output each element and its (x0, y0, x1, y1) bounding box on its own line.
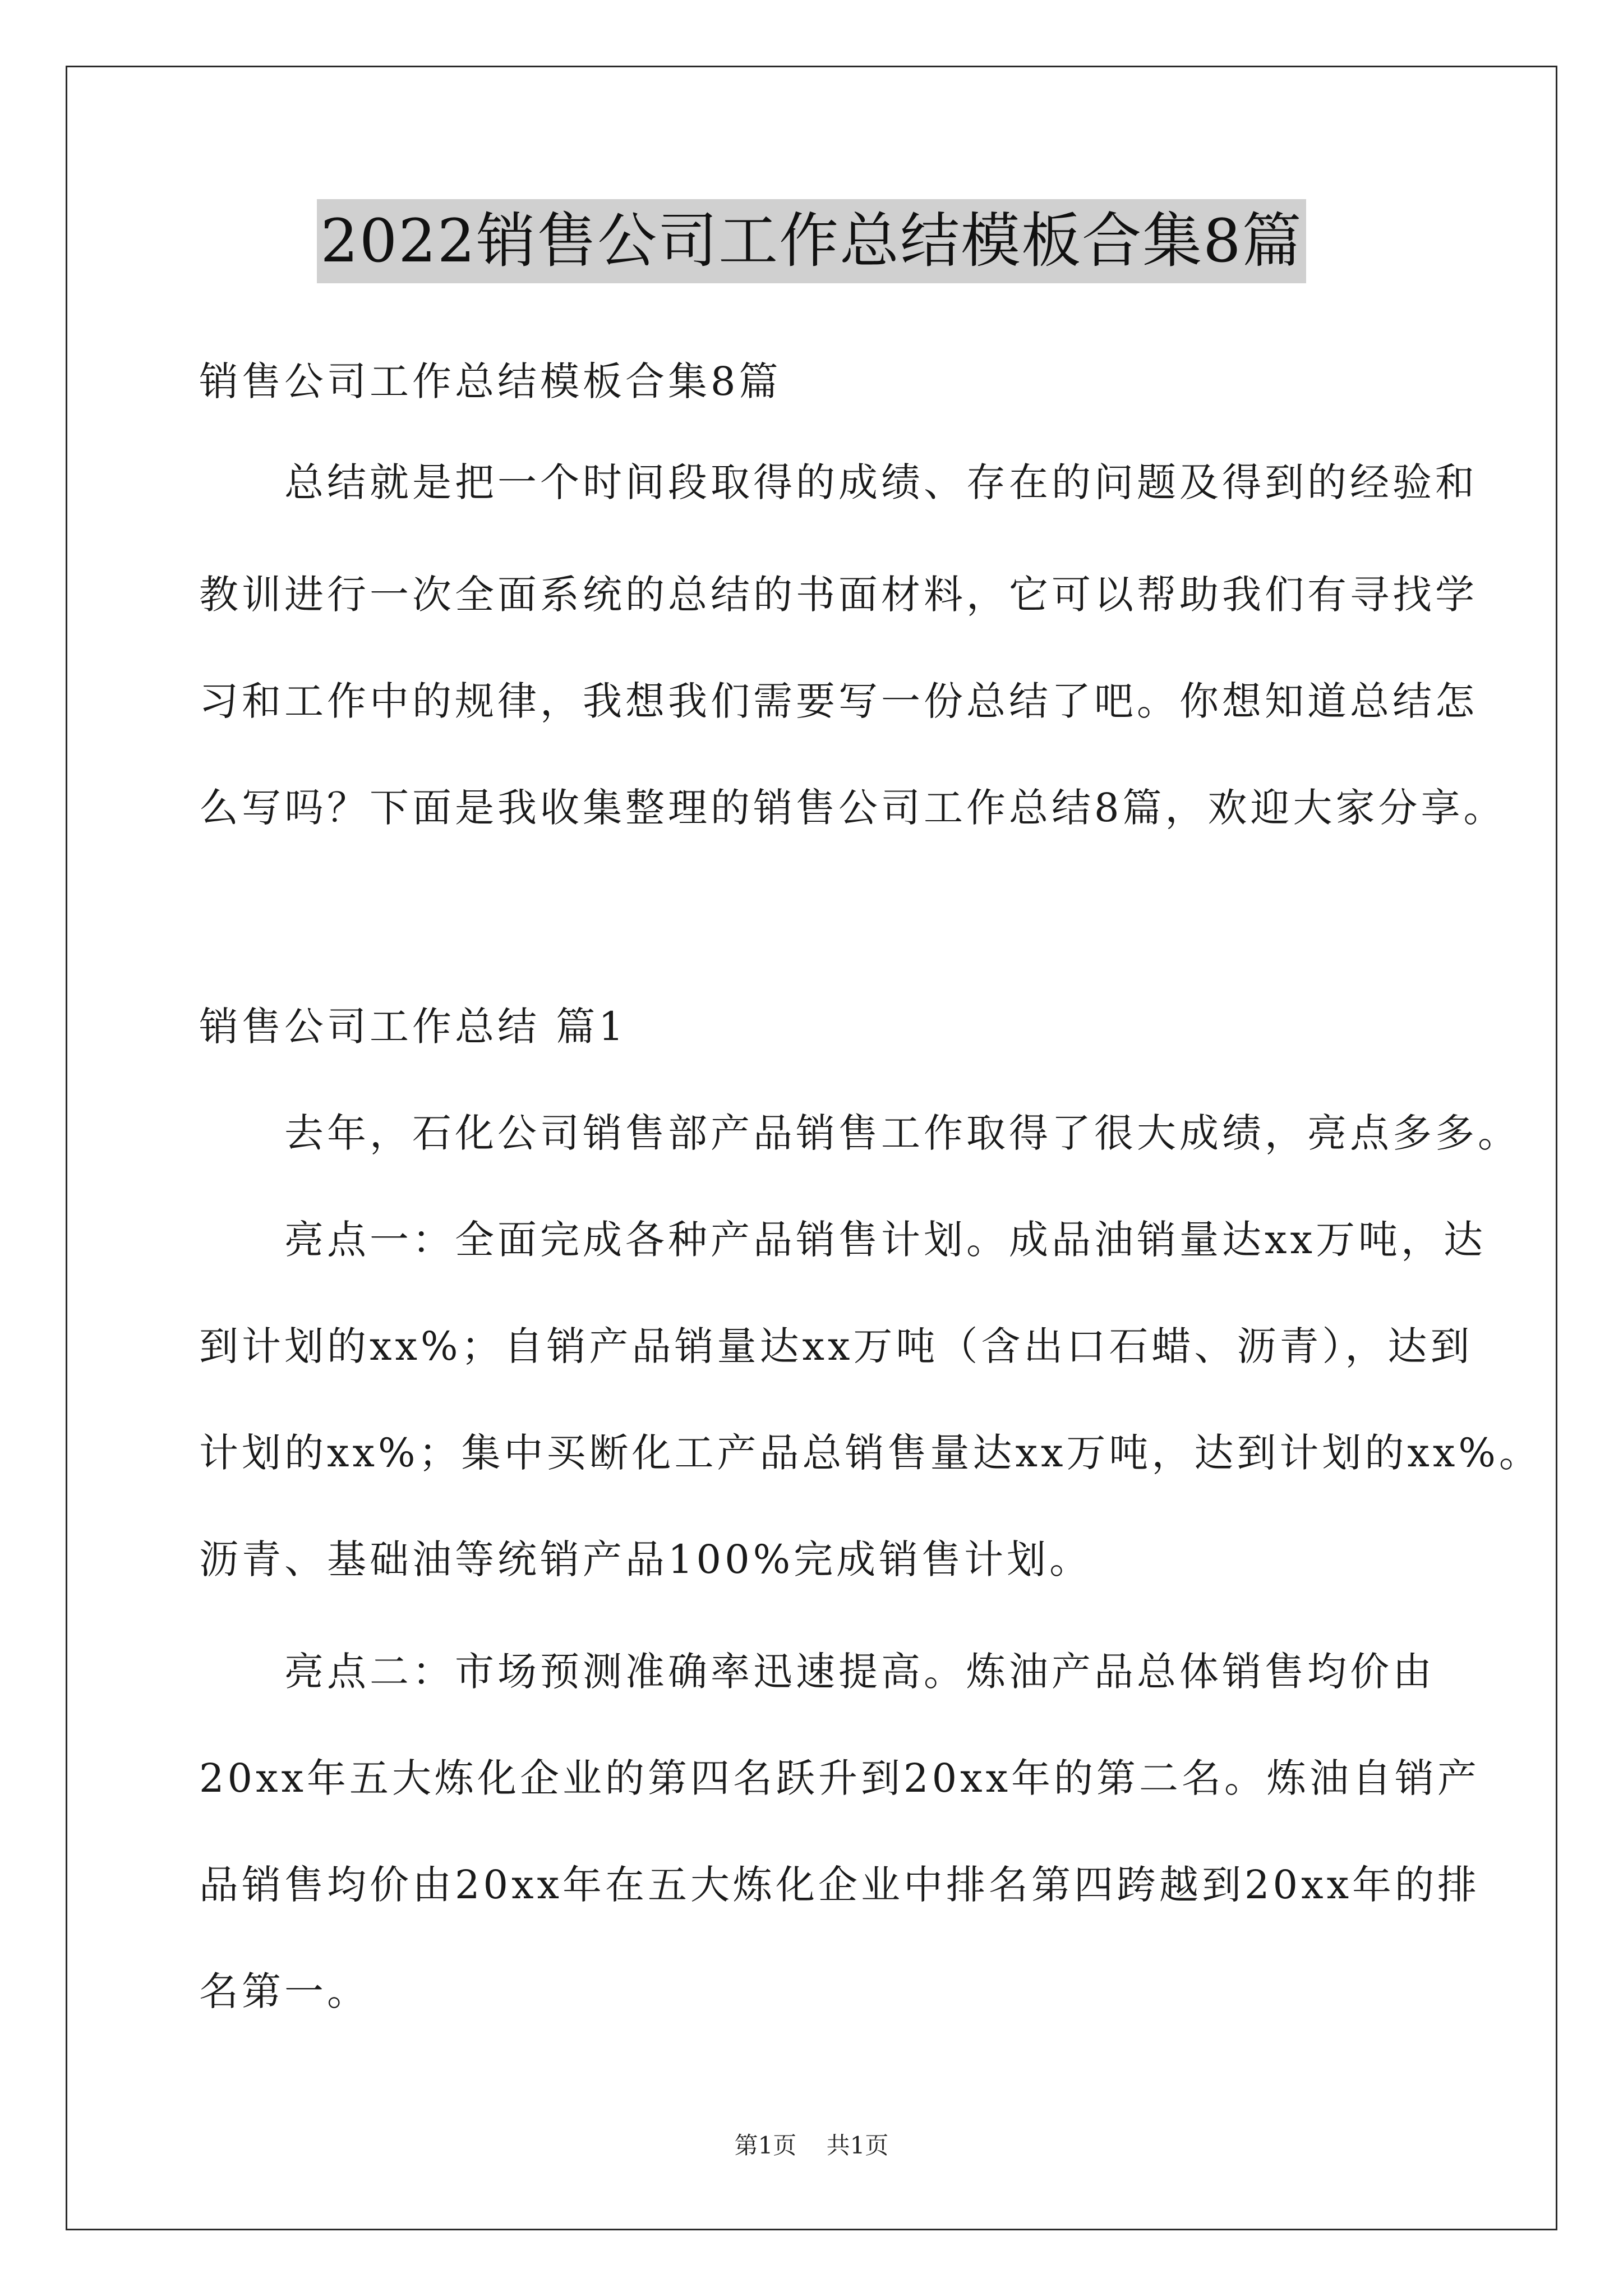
section-line: 计划的xx%；集中买断化工产品总销售量达xx万吨，达到计划的xx%。 (199, 1430, 1542, 1476)
section-line: 品销售均价由20xx年在五大炼化企业中排名第四跨越到20xx年的排 (199, 1862, 1481, 1908)
intro-line: 教训进行一次全面系统的总结的书面材料，它可以帮助我们有寻找学 (199, 572, 1478, 618)
page-total: 共1页 (826, 2132, 889, 2159)
section-line: 沥青、基础油等统销产品100%完成销售计划。 (199, 1536, 1092, 1582)
section-heading: 销售公司工作总结 篇1 (199, 1004, 627, 1050)
intro-line: 么写吗？下面是我收集整理的销售公司工作总结8篇，欢迎大家分享。 (199, 785, 1506, 831)
page-footer (0, 2132, 1623, 2160)
section-line: 去年，石化公司销售部产品销售工作取得了很大成绩，亮点多多。 (199, 1110, 1520, 1156)
intro-line: 总结就是把一个时间段取得的成绩、存在的问题及得到的经验和 (199, 459, 1478, 505)
section-line: 名第一。 (199, 1968, 370, 2014)
section-line: 20xx年五大炼化企业的第四名跃升到20xx年的第二名。炼油自销产 (199, 1755, 1481, 1801)
section-line: 亮点一：全面完成各种产品销售计划。成品油销量达xx万吨，达 (199, 1217, 1486, 1263)
section-line: 到计划的xx%；自销产品销量达xx万吨（含出口石蜡、沥青），达到 (199, 1323, 1473, 1369)
title-container (0, 199, 1623, 283)
page-number: 第1页 (734, 2132, 797, 2159)
section-line: 亮点二：市场预测准确率迅速提高。炼油产品总体销售均价由 (199, 1649, 1435, 1695)
document-title: 2022销售公司工作总结模板合集8篇 (317, 199, 1306, 283)
subtitle: 销售公司工作总结模板合集8篇 (199, 358, 782, 404)
intro-line: 习和工作中的规律，我想我们需要写一份总结了吧。你想知道总结怎 (199, 678, 1478, 724)
